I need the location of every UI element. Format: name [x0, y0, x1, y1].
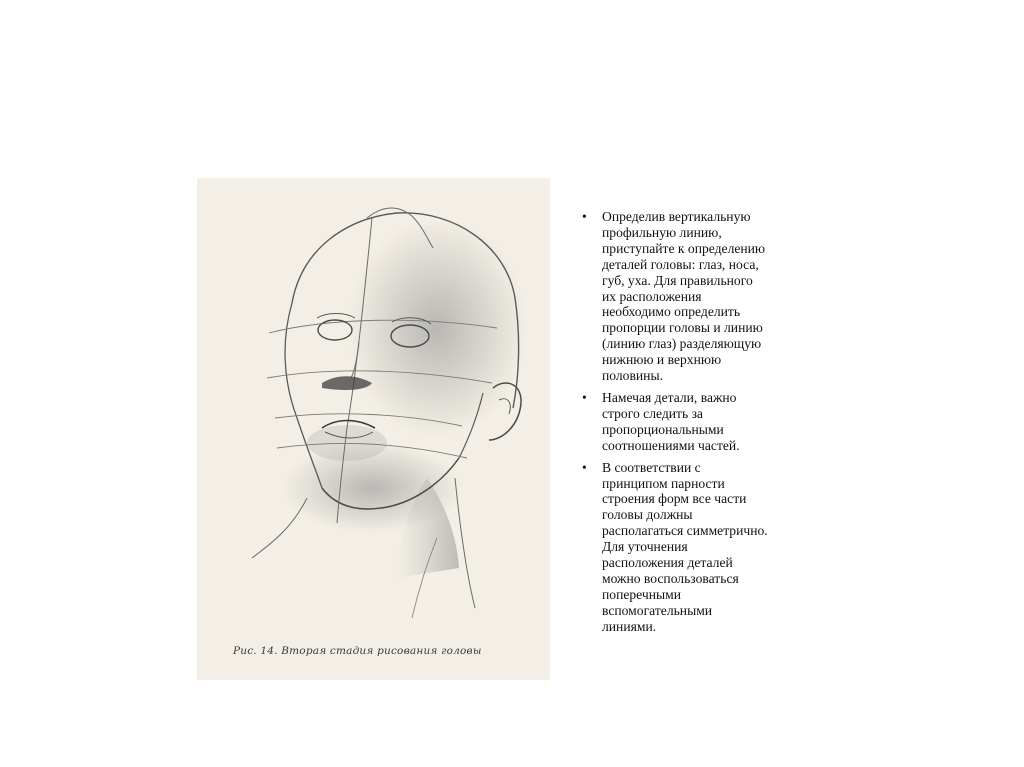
bullet-marker: •	[582, 209, 587, 224]
bullet-item-2	[582, 390, 822, 454]
bullet-2-line-4: соотношениями частей.	[602, 437, 740, 453]
bullet-3-line-1: В соответствии с	[602, 459, 701, 475]
bullet-1-line-7: необходимо определить	[602, 304, 741, 320]
bullet-marker: •	[582, 389, 587, 405]
bullet-3-line-2: принципом парности	[602, 475, 725, 491]
bullet-3-line-10: вспомогательными	[602, 602, 713, 618]
bullet-item-3	[582, 460, 822, 635]
bullet-1-line-10: нижнюю и верхнюю	[602, 352, 722, 368]
bullet-1-line-11: половины.	[602, 368, 663, 384]
bullet-1-line-4: деталей головы: глаз, носа,	[602, 256, 759, 272]
figure-caption: Рис. 14. Вторая стадия рисования головы	[233, 645, 482, 657]
bullet-1-line-5: губ, уха. Для правильного	[602, 272, 753, 288]
bullet-3-line-3: строения форм все части	[602, 491, 747, 507]
bullet-3-line-9: поперечными	[602, 586, 681, 602]
bullet-2-line-2: строго следить за	[602, 405, 703, 421]
bullet-3-line-4: головы должны	[602, 507, 693, 523]
head-sketch-illustration	[197, 178, 550, 680]
bullet-text-block	[582, 209, 822, 641]
bullet-1-line-2: профильную линию,	[602, 224, 722, 240]
bullet-1-line-6: их расположения	[602, 288, 702, 304]
bullet-marker: •	[582, 459, 587, 475]
bullet-2-line-1: Намечая детали, важно	[602, 389, 737, 405]
bullet-3-line-6: Для уточнения	[602, 539, 688, 555]
bullet-1-line-8: пропорции головы и линию	[602, 320, 763, 336]
bullet-list	[582, 209, 822, 635]
head-drawing-figure	[197, 178, 550, 680]
bullet-2-line-3: пропорциональными	[602, 421, 724, 437]
bullet-3-line-8: можно воспользоваться	[602, 570, 739, 586]
bullet-item-1	[582, 209, 822, 384]
bullet-3-line-5: располагаться симметрично.	[602, 523, 768, 539]
bullet-1-line-9: (линию глаз) разделяющую	[602, 336, 762, 352]
bullet-3-line-7: расположения деталей	[602, 555, 733, 571]
bullet-1-line-1: Определив вертикальную	[602, 209, 751, 224]
bullet-3-line-11: линиями.	[602, 618, 657, 634]
bullet-1-line-3: приступайте к определению	[602, 240, 766, 256]
